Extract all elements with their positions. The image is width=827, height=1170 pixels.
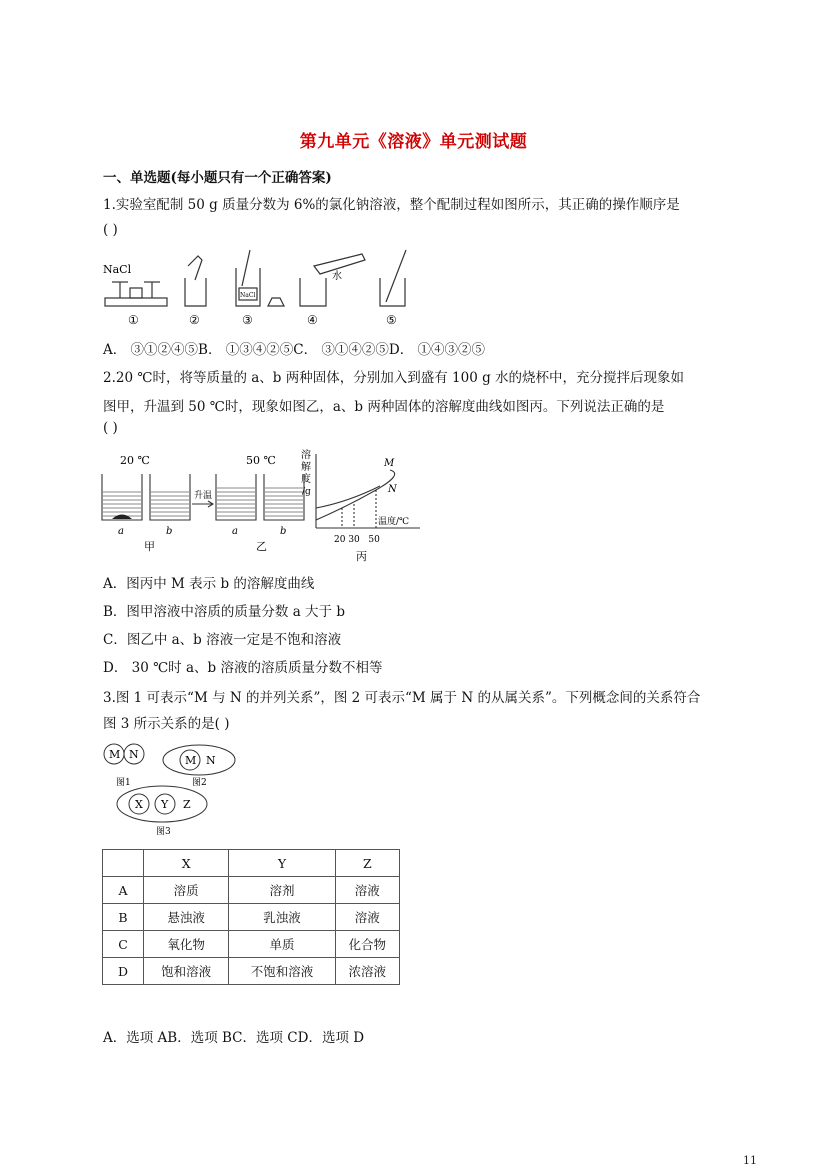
table-header-cell: Z xyxy=(335,850,399,877)
table-cell: 单质 xyxy=(229,931,335,958)
ylabel-4: /g xyxy=(302,487,311,497)
x-ticks: 20 30 50 xyxy=(334,535,380,545)
fig2-n: N xyxy=(206,754,216,767)
table-row xyxy=(103,877,400,904)
table-cell: 化合物 xyxy=(335,931,399,958)
table-cell: 溶液 xyxy=(335,877,399,904)
table-row xyxy=(103,931,400,958)
table-cell: 溶质 xyxy=(144,877,229,904)
fig3-y: Y xyxy=(161,798,169,811)
table-cell: 浓溶液 xyxy=(335,958,399,985)
q2-option-d: D． 30 ℃时 a、b 溶液的溶质质量分数不相等 xyxy=(103,660,383,676)
fig1-caption: 图1 xyxy=(116,778,131,788)
table-cell: 乳浊液 xyxy=(229,904,335,931)
fig2-caption: 图2 xyxy=(192,778,207,788)
table-cell: C xyxy=(103,931,144,958)
table-cell: 氧化物 xyxy=(144,931,229,958)
table-header-cell: X xyxy=(144,850,229,877)
table-row xyxy=(103,904,400,931)
curve-n: N xyxy=(388,484,397,495)
table-header-row xyxy=(103,850,400,877)
q2-option-b: B．图甲溶液中溶质的质量分数 a 大于 b xyxy=(103,604,345,620)
temp-50: 50 ℃ xyxy=(246,454,276,467)
table-cell: A xyxy=(103,877,144,904)
q2-option-c: C．图乙中 a、b 溶液一定是不饱和溶液 xyxy=(103,632,342,648)
jia-a: a xyxy=(118,526,124,537)
table-header-cell: Y xyxy=(229,850,335,877)
fig2-m: M xyxy=(185,754,197,767)
q3-text-line2: 图 3 所示关系的是( ) xyxy=(103,716,230,732)
fig3-z: Z xyxy=(183,798,191,811)
step-label-2: ② xyxy=(189,313,200,327)
ylabel-2: 解 xyxy=(301,462,311,473)
table-cell: 饱和溶液 xyxy=(144,958,229,985)
fig3-x: X xyxy=(135,798,143,811)
nacl-label: NaCl xyxy=(103,263,132,276)
water-label: 水 xyxy=(332,271,342,282)
table-cell: D xyxy=(103,958,144,985)
step-label-1: ① xyxy=(128,313,139,327)
label-bing: 丙 xyxy=(356,550,367,563)
table-cell: B xyxy=(103,904,144,931)
q1-text-line1: 1.实验室配制 50 g 质量分数为 6%的氯化钠溶液，整个配制过程如图所示，其正确的操作顺序是 xyxy=(103,197,680,213)
fig1-n: N xyxy=(129,748,139,761)
nacl-jar-label: NaCl xyxy=(240,292,256,299)
q3-text-line1: 3.图 1 可表示“M 与 N 的并列关系”，图 2 可表示“M 属于 N 的从属关系”。下列概念间的关系符合 xyxy=(103,690,701,706)
page-number: 11 xyxy=(743,1154,757,1167)
temp-20: 20 ℃ xyxy=(120,454,150,467)
table-row xyxy=(103,958,400,985)
q2-text-line3: ( ) xyxy=(103,420,118,436)
table-cell: 溶剂 xyxy=(229,877,335,904)
jia-b: b xyxy=(166,526,173,537)
section-heading: 一、单选题(每小题只有一个正确答案) xyxy=(103,170,332,186)
step-label-5: ⑤ xyxy=(386,313,397,327)
label-yi: 乙 xyxy=(256,540,267,553)
step-label-4: ④ xyxy=(307,313,318,327)
q2-text-line2: 图甲，升温到 50 ℃时，现象如图乙，a、b 两种固体的溶解度曲线如图丙。下列说法正确的是 xyxy=(103,399,665,415)
relation-table xyxy=(102,849,400,985)
yi-b: b xyxy=(280,526,287,537)
step-label-3: ③ xyxy=(242,313,253,327)
table-header-cell xyxy=(103,850,144,877)
ylabel-3: 度 xyxy=(301,474,311,485)
q2-figure xyxy=(98,446,424,568)
q1-figure xyxy=(100,246,420,332)
q3-options: A．选项 AB．选项 BC．选项 CD．选项 D xyxy=(103,1030,365,1046)
page-title: 第九单元《溶液》单元测试题 xyxy=(299,132,528,152)
curve-m: M xyxy=(384,458,395,469)
q2-option-a: A．图丙中 M 表示 b 的溶解度曲线 xyxy=(103,576,315,592)
yi-a: a xyxy=(232,526,238,537)
ylabel-1: 溶 xyxy=(301,450,311,461)
fig1-m: M xyxy=(109,748,121,761)
xlabel: 温度/℃ xyxy=(378,517,410,527)
q3-figure xyxy=(100,740,250,844)
q2-text-line1: 2.20 ℃时，将等质量的 a、b 两种固体，分别加入到盛有 100 g 水的烧杯中，充分搅拌后现象如 xyxy=(103,370,685,386)
table-cell: 溶液 xyxy=(335,904,399,931)
table-cell: 不饱和溶液 xyxy=(229,958,335,985)
fig3-caption: 图3 xyxy=(156,827,171,837)
label-jia: 甲 xyxy=(144,540,155,553)
q1-text-line2: ( ) xyxy=(103,222,118,238)
table-cell: 悬浊液 xyxy=(144,904,229,931)
q1-options: A． ③①②④⑤B． ①③④②⑤C． ③①④②⑤D． ①④③②⑤ xyxy=(103,342,485,358)
heat-label: 升温 xyxy=(194,491,213,501)
